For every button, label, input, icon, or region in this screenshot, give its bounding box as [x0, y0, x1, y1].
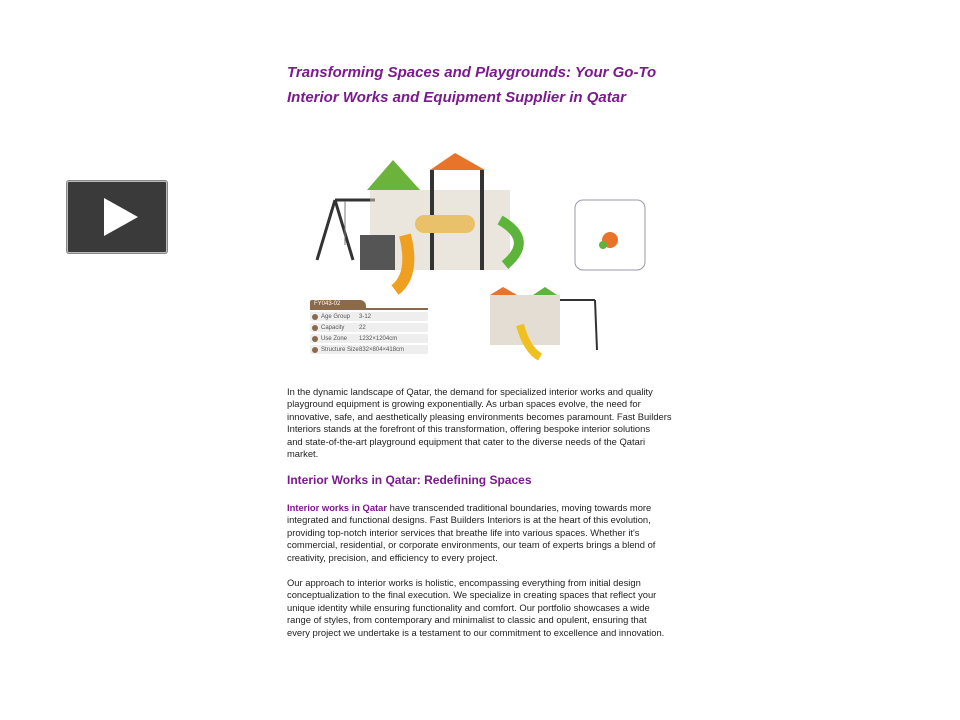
spec-label: Age Group	[321, 313, 351, 320]
spec-value: 22	[359, 324, 366, 331]
spec-value: 832×804×418cm	[359, 346, 405, 353]
capacity-icon	[312, 325, 318, 331]
text-line: providing top-notch interior services that breathe life into various spaces. Whether it's	[287, 526, 640, 538]
text-line: creativity, precision, and efficiency to every project.	[287, 551, 498, 563]
text-line: every project we undertake is a testament to our commitment to excellence and innovation.	[287, 626, 665, 638]
intro-paragraph	[287, 386, 672, 460]
text-line: playground equipment is growing exponentially. As urban spaces evolve, the need for	[287, 398, 641, 410]
text-line: innovative, safe, and aesthetically pleasing environments becomes paramount. Fast Builders	[287, 410, 672, 422]
spec-value: 3-12	[359, 313, 372, 320]
text-line: Interiors stands at the forefront of this transformation, offering bespoke interior solutions	[287, 423, 651, 435]
text-line: unique identity while ensuring functionality and comfort. Our portfolio showcases a wide	[287, 601, 650, 613]
text-line: conceptualization to the final execution. We specialize in creating spaces that reflect your	[287, 589, 657, 601]
spec-value: 1232×1204cm	[359, 335, 398, 342]
product-code: FY043-02	[310, 300, 366, 308]
text-line: range of styles, from contemporary and minimalist to classic and opulent, ensuring that	[287, 614, 647, 626]
interior-works-link[interactable]: Interior works in Qatar	[287, 502, 388, 513]
title-line: Transforming Spaces and Playgrounds: Your Go-To	[287, 64, 657, 81]
interior-works-paragraph	[287, 502, 655, 564]
text-line: integrated and functional designs. Fast Builders Interiors is at the heart of this evolution,	[287, 514, 651, 526]
title-line: Interior Works and Equipment Supplier in Qatar	[287, 88, 626, 106]
spec-row	[310, 345, 428, 354]
spec-row	[310, 312, 428, 321]
product-spec-table	[310, 300, 428, 356]
spec-label: Use Zone	[321, 335, 348, 342]
text-line	[287, 502, 655, 514]
play-button[interactable]	[67, 181, 167, 253]
text-line: commercial, residential, or corporate environments, our team of experts brings a blend of	[287, 539, 656, 551]
spec-label: Capacity	[321, 324, 345, 331]
age-icon	[312, 314, 318, 320]
section-heading: Interior Works in Qatar: Redefining Spaces	[287, 473, 532, 487]
text-line: market.	[287, 448, 319, 460]
approach-paragraph	[287, 577, 664, 639]
text-span: have transcended traditional boundaries, moving towards more	[387, 502, 652, 513]
divider	[310, 308, 428, 310]
spec-row	[310, 334, 428, 343]
text-line: Our approach to interior works is holistic, encompassing everything from initial design	[287, 577, 641, 588]
spec-row	[310, 323, 428, 332]
spec-label: Structure Size	[321, 346, 359, 353]
text-line: and state-of-the-art playground equipment that cater to the diverse needs of the Qatari	[287, 435, 646, 447]
size-icon	[312, 347, 318, 353]
page-title	[287, 61, 656, 110]
play-icon	[68, 182, 166, 252]
text-line: In the dynamic landscape of Qatar, the demand for specialized interior works and quality	[287, 386, 653, 397]
zone-icon	[312, 336, 318, 342]
